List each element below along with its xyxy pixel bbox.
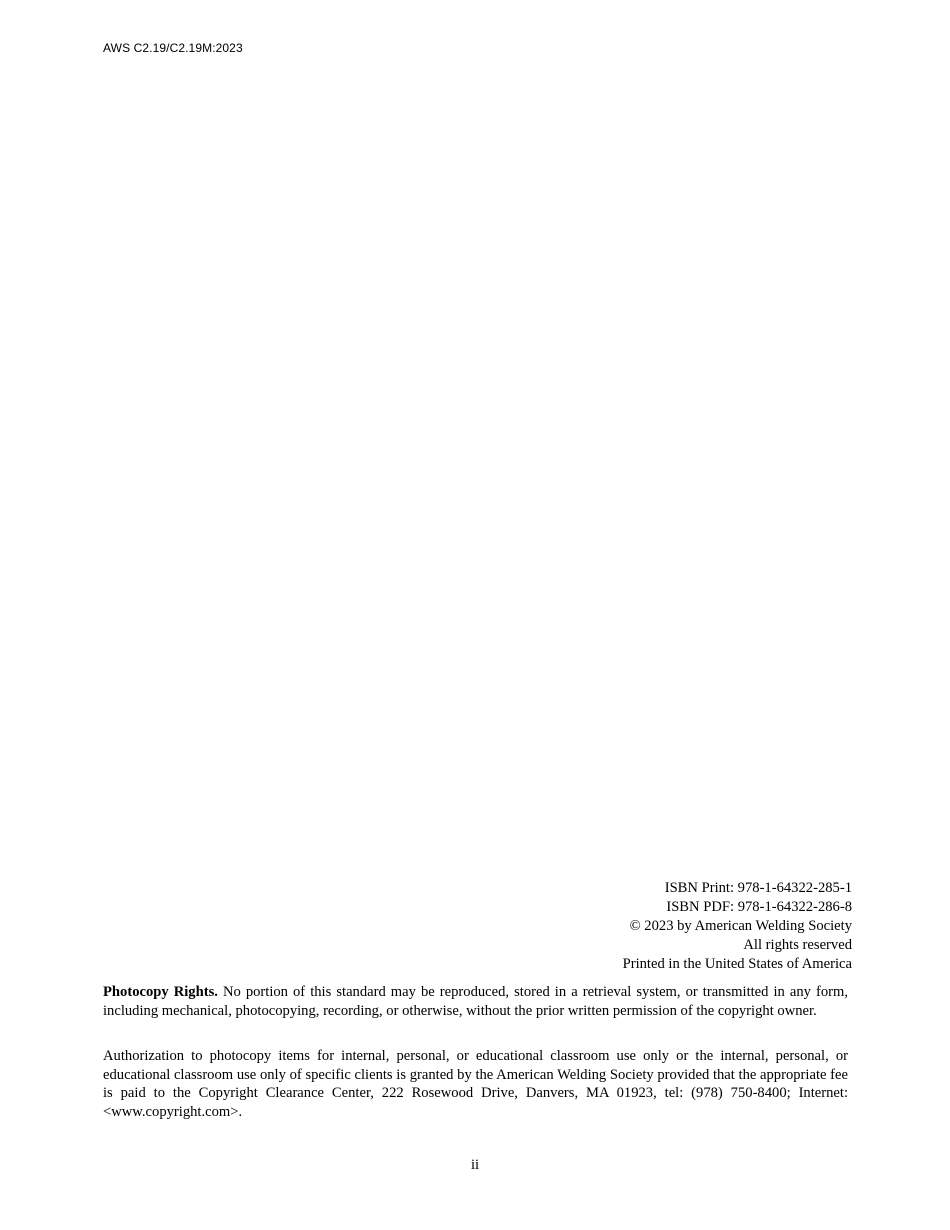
isbn-pdf: ISBN PDF: 978-1-64322-286-8 xyxy=(666,899,852,915)
running-head: AWS C2.19/C2.19M:2023 xyxy=(103,41,243,55)
rights-reserved: All rights reserved xyxy=(743,937,852,953)
copyright-notice: © 2023 by American Welding Society xyxy=(629,918,852,934)
photocopy-rights-text: No portion of this standard may be reproduced, stored in a retrieval system, or transmitted in any form, including mechanical, photocopying, recording, or otherwise, without the prior written permission of the copyright owner. xyxy=(103,984,849,1019)
authorization-paragraph: Authorization to photocopy items for internal, personal, or educational classroom use only or the internal, personal, or educational classroom use only of specific clients is granted by the American Welding Society provided that the appropriate fee is paid to the Copyright Clearance Center, 222 Rosewood Drive, Danvers, MA 01923, tel: (978) 750-8400; Internet: <www.copyright.com>. xyxy=(103,1048,848,1120)
photocopy-rights-paragraph xyxy=(103,983,848,1020)
photocopy-rights-heading: Photocopy Rights. xyxy=(103,984,218,1000)
publication-info xyxy=(623,879,852,974)
printed-in: Printed in the United States of America xyxy=(622,956,852,972)
isbn-print: ISBN Print: 978-1-64322-285-1 xyxy=(664,880,852,896)
page-number: ii xyxy=(470,1157,480,1173)
